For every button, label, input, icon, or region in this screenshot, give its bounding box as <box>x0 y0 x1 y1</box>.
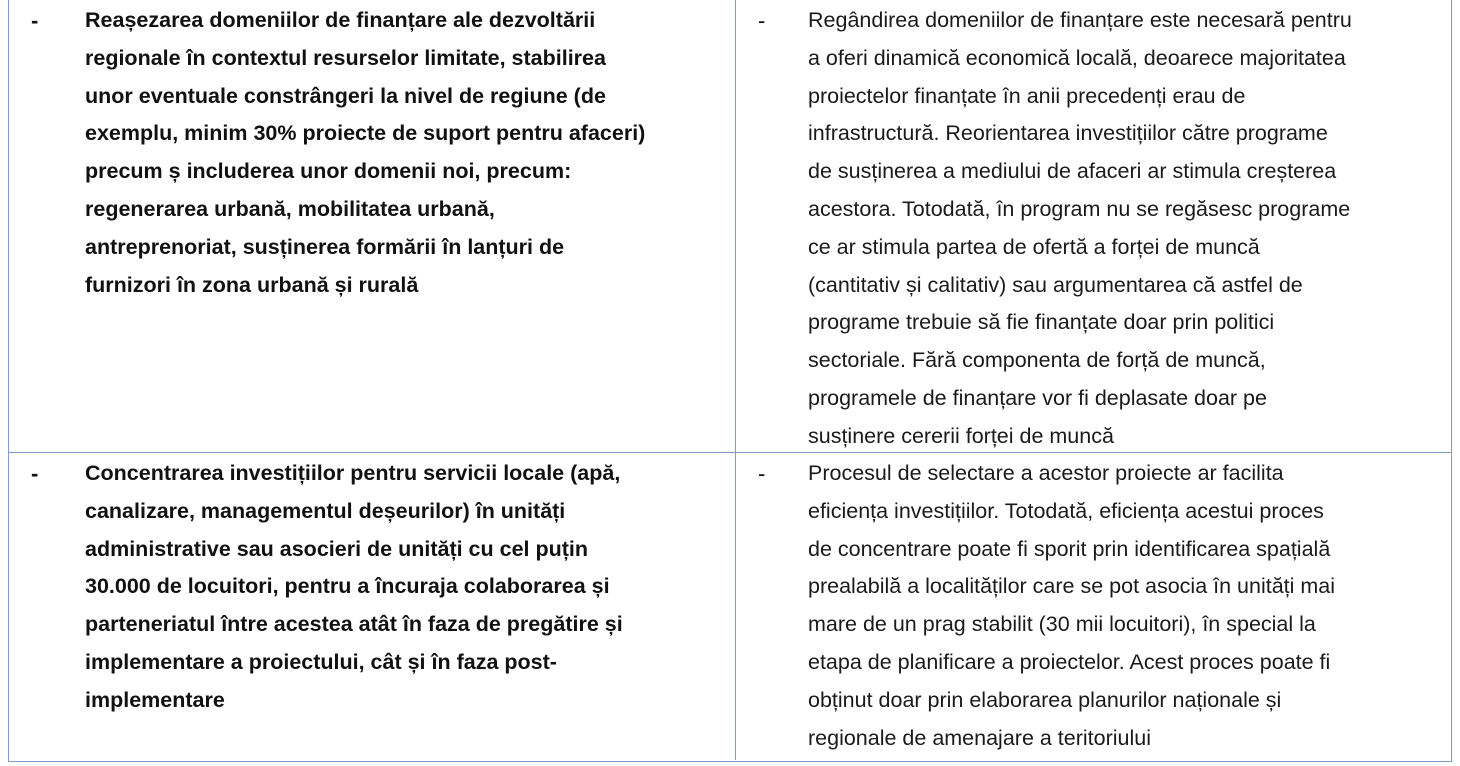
justification-cell <box>736 453 1451 760</box>
bullet-dash: - <box>31 8 39 33</box>
justification-cell <box>736 0 1451 452</box>
table-row <box>9 0 1451 453</box>
bullet-dash: - <box>31 461 39 486</box>
proposal-cell <box>9 453 735 760</box>
bullet-dash: - <box>758 8 766 33</box>
justification-text: Procesul de selectare a acestor proiecte ar facilita eficiența investițiilor. Totodată, eficiența acestui proces de concentrare poate fi sporit prin identificarea spațială prealabilă a localităților care se pot asocia în unități mai mare de un prag stabilit (30 mii locuitori), în special la etapa de planificare a proiectelor. Acest proces poate fi obținut doar prin elaborarea planurilor naționale și regionale de amenajare a teritoriului <box>808 461 1336 750</box>
proposal-text: Concentrarea investițiilor pentru servicii locale (apă, canalizare, managementul deșeurilor) în unități administrative sau asocieri de unități cu cel puțin 30.000 de locuitori, pentru a încuraja colaborarea și parteneriatul între acestea atât în faza de pregătire și implementare a proiectului, cât și în faza post- implementare <box>85 461 623 712</box>
proposal-text: Reașezarea domeniilor de finanțare ale dezvoltării regionale în contextul resurselor limitate, stabilirea unor eventuale constrângeri la nivel de regiune (de exemplu, minim 30% proiecte de suport pentru afaceri) precum ș includerea unor domenii noi, precum: regenerarea urbană, mobilitatea urbană, antreprenoriat, susținerea formării în lanțuri de furnizori în zona urbană și rurală <box>85 8 646 297</box>
proposal-cell <box>9 0 735 452</box>
proposals-table <box>8 0 1452 762</box>
bullet-dash: - <box>758 461 766 486</box>
justification-text: Regândirea domeniilor de finanțare este necesară pentru a oferi dinamică economică locală, deoarece majoritatea proiectelor finanțate în anii precedenți erau de infrastructură. Reorientarea investițiilor către programe de susținerea a mediului de afaceri ar stimula creșterea acestora. Totodată, în program nu se regăsesc programe ce ar stimula partea de ofertă a forței de muncă (cantitativ și calitativ) sau argumentarea că astfel de programe trebuie să fie finanțate doar prin politici sectoriale. Fără componenta de forță de muncă, programele de finanțare vor fi deplasate doar pe susținere cererii forței de muncă <box>808 8 1352 448</box>
table-row <box>9 453 1451 760</box>
